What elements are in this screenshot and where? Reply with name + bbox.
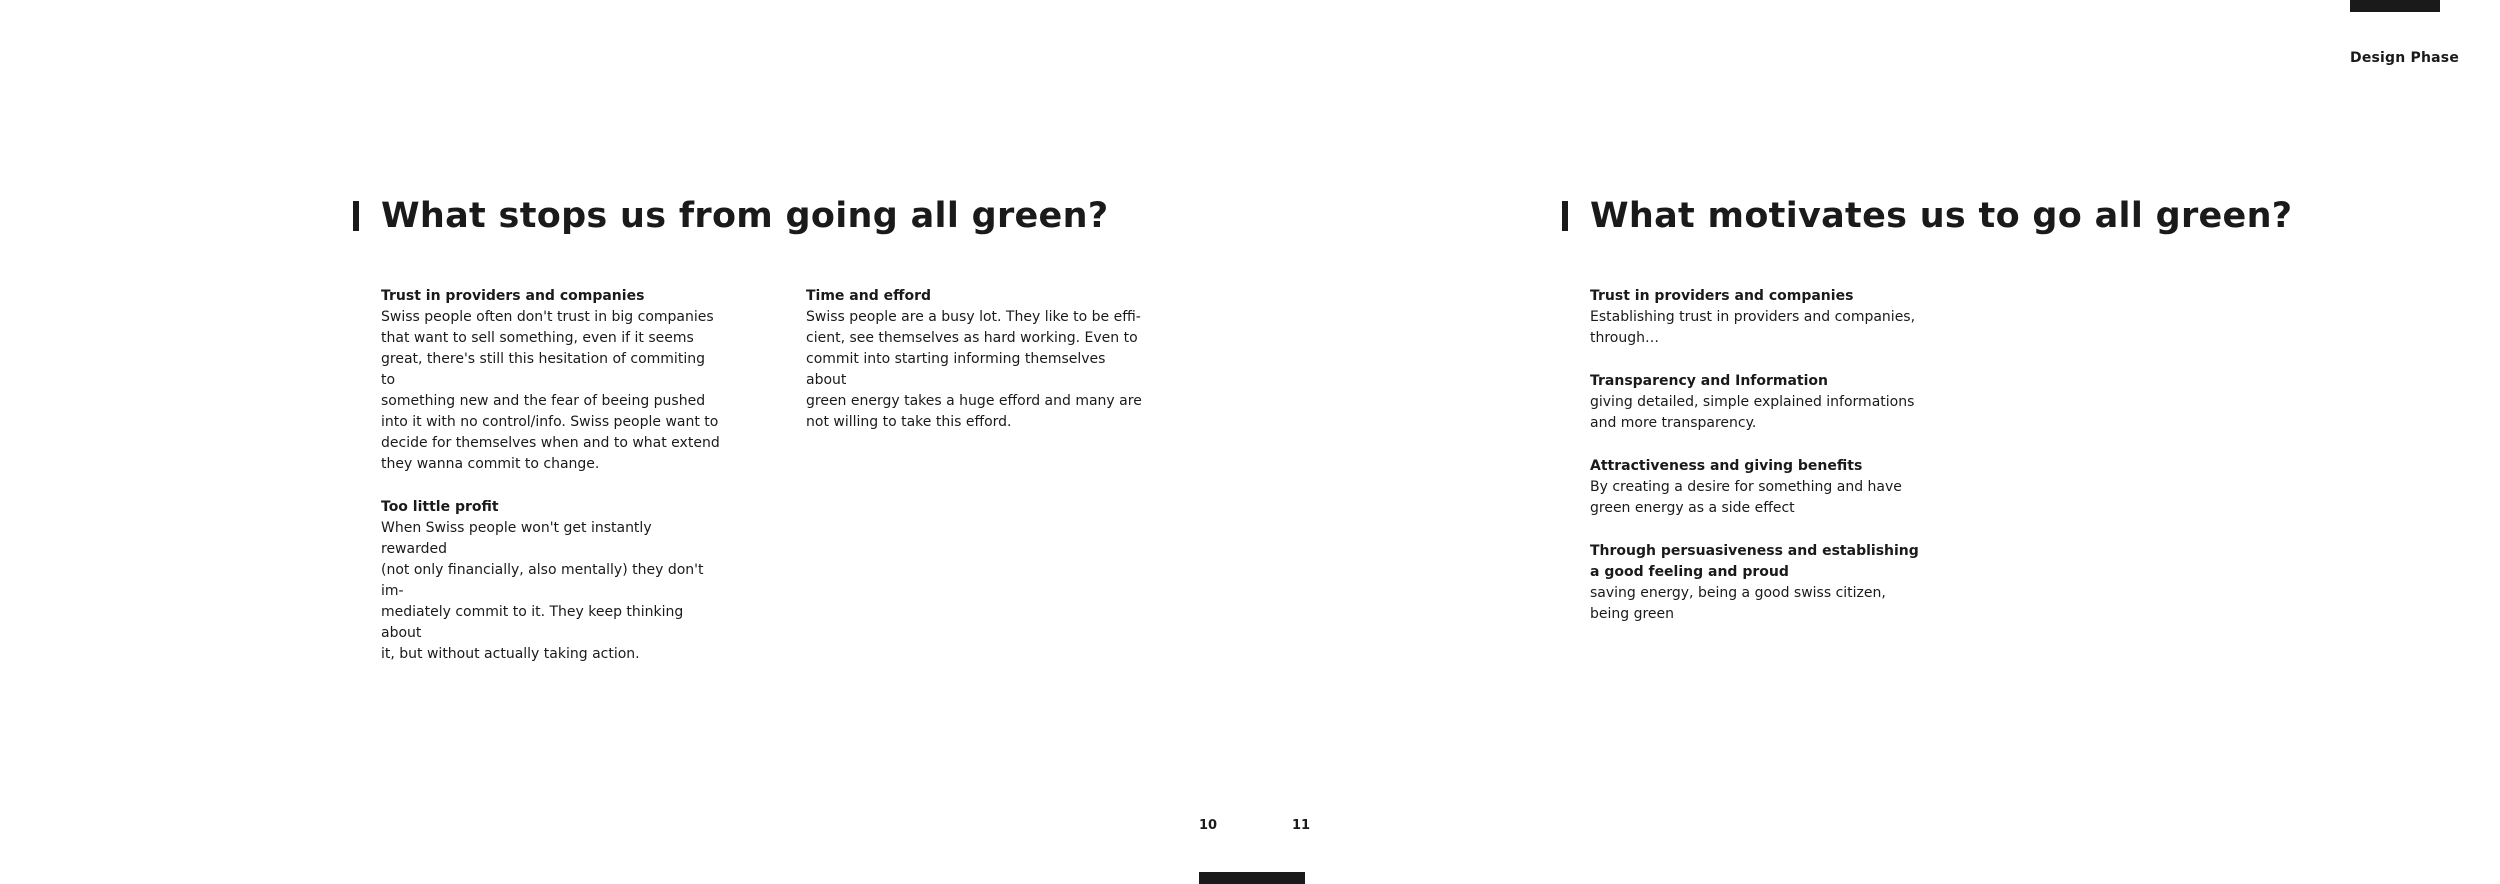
section-label: Design Phase	[2350, 50, 2460, 66]
text-block-attractiveness	[1590, 456, 1930, 519]
block-body: Establishing trust in providers and companies, through…	[1590, 309, 1916, 346]
left-column-1	[381, 286, 721, 687]
block-title: Time and efford	[806, 288, 931, 304]
block-body: saving energy, being a good swiss citizen, being green	[1590, 585, 1886, 622]
bottom-marker-bar	[1199, 872, 1305, 884]
right-column	[1590, 286, 1930, 647]
right-heading	[1562, 196, 2292, 236]
top-right-marker-bar	[2350, 0, 2440, 12]
block-body: Swiss people often don't trust in big companies that want to sell something, even if it seems great, there's still this hesitation of commiting to something new and the fear of beeing pushed into it with no control/info. Swiss people want to decide for themselves when and to what extend they wanna commit to change.	[381, 309, 720, 472]
block-title: Attractiveness and giving benefits	[1590, 458, 1863, 474]
text-block-persuasiveness	[1590, 541, 1930, 625]
page-number-right: 11	[1292, 818, 1311, 833]
heading-accent-bar	[353, 201, 359, 231]
text-block-trust-establish	[1590, 286, 1930, 349]
text-block-trust	[381, 286, 721, 475]
block-body: Swiss people are a busy lot. They like to be effi- cient, see themselves as hard working. Even to commit into starting informing themselves about green energy takes a huge efford and many are not willing to take this efford.	[806, 309, 1142, 430]
block-body: When Swiss people won't get instantly rewarded (not only financially, also mentally) they don't im- mediately commit to it. They keep thinking about it, but without actually taking action.	[381, 520, 704, 662]
right-heading-text: What motivates us to go all green?	[1590, 196, 2293, 236]
heading-accent-bar	[1562, 201, 1568, 231]
page-number-left: 10	[1199, 818, 1218, 833]
text-block-profit	[381, 497, 721, 665]
text-block-transparency	[1590, 371, 1930, 434]
block-title: Trust in providers and companies	[381, 288, 645, 304]
left-column-2	[806, 286, 1146, 455]
block-title: Transparency and Information	[1590, 373, 1829, 389]
left-heading-text: What stops us from going all green?	[381, 196, 1109, 236]
block-title: Trust in providers and companies	[1590, 288, 1854, 304]
block-body: giving detailed, simple explained informations and more transparency.	[1590, 394, 1915, 431]
block-body: By creating a desire for something and have green energy as a side effect	[1590, 479, 1902, 516]
block-title: Too little profit	[381, 499, 499, 515]
block-title: Through persuasiveness and establishing a good feeling and proud	[1590, 543, 1919, 580]
left-heading	[353, 196, 1108, 236]
text-block-time	[806, 286, 1146, 433]
